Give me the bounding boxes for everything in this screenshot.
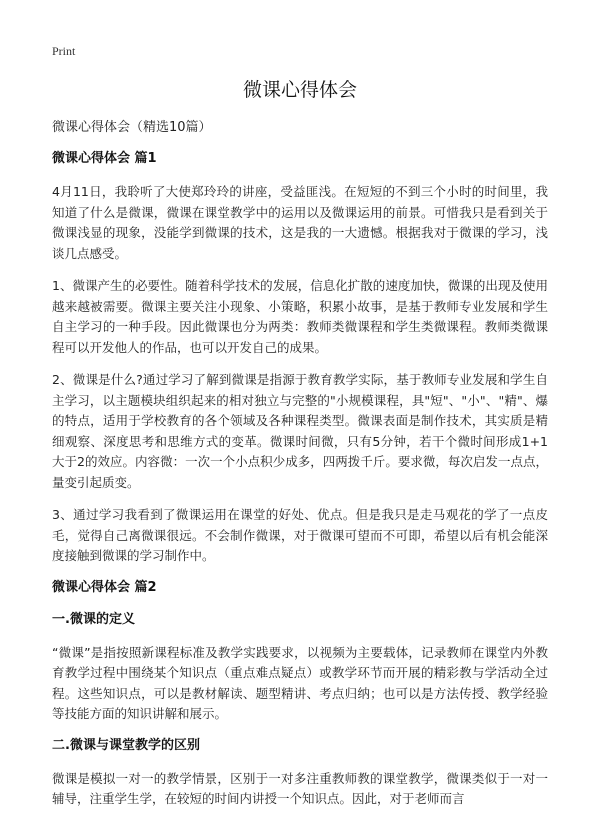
paragraph: 2、微课是什么?通过学习了解到微课是指源于教育教学实际，基于教师专业发展和学生自主学习，以主题模块组织起来的相对独立与完整的"小规模课程，具"短"、"小"、"精"、爆的特点，适用于学校教育的各个领域及各种课程类型。微课表面是制作技术，其实质是精细观察、深度思考和思维方式的变革。微课时间微，只有5分钟，若干个微时间形成1+1大于2的效应。内容微：一次一个小点积少成多，四两拨千斤。要求微，每次启发一点点，量变引起质变。 (52, 372, 548, 490)
paragraph: 微课是模拟一对一的教学情景，区别于一对多注重教师教的课堂教学，微课类似于一对一辅导，注重学生学，在较短的时间内讲授一个知识点。因此，对于老师而言 (52, 770, 548, 806)
section-heading-1: 微课心得体会 篇1 (52, 151, 157, 166)
document-subtitle: 微课心得体会（精选10篇） (52, 120, 212, 135)
paragraph: 4月11日，我聆听了大使郑玲玲的讲座，受益匪浅。在短短的不到三个小时的时间里，我知道了什么是微课，微课在课堂教学中的运用以及微课运用的前景。可惜我只是看到关于微课浅显的现象，没能学到微课的技术，这是我的一大遗憾。根据我对于微课的学习，浅谈几点感受。 (52, 184, 548, 261)
print-link[interactable]: Print (52, 44, 76, 58)
section-heading-2: 微课心得体会 篇2 (52, 579, 157, 595)
document-title: 微课心得体会 (242, 79, 357, 101)
paragraph: 1、微课产生的必要性。随着科学技术的发展，信息化扩散的速度加快，微课的出现及使用越来越被需要。微课主要关注小现象、小策略，积累小故事，是基于教师专业发展和学生自主学习的一种手段。因此微课也分为两类：教师类微课程和学生类微课程。教师类微课程可以开发他人的作品，也可以开发自己的成果。 (52, 278, 548, 355)
subsection-heading-definition: 一.微课的定义 (52, 611, 135, 627)
paragraph: “微课”是指按照新课程标准及教学实践要求，以视频为主要载体，记录教师在课堂内外教育教学过程中围绕某个知识点（重点难点疑点）或教学环节而开展的精彩教与学活动全过程。这些知识点，可以是教材解读、题型精讲、考点归纳；也可以是方法传授、教学经验等技能方面的知识讲解和展示。 (52, 644, 548, 721)
subsection-heading-difference: 二.微课与课堂教学的区别 (52, 737, 200, 753)
paragraph: 3、通过学习我看到了微课运用在课堂的好处、优点。但是我只是走马观花的学了一点皮毛，觉得自己离微课很远。不会制作微课，对于微课可望而不可即，希望以后有机会能深度接触到微课的学习制作中。 (52, 507, 548, 563)
